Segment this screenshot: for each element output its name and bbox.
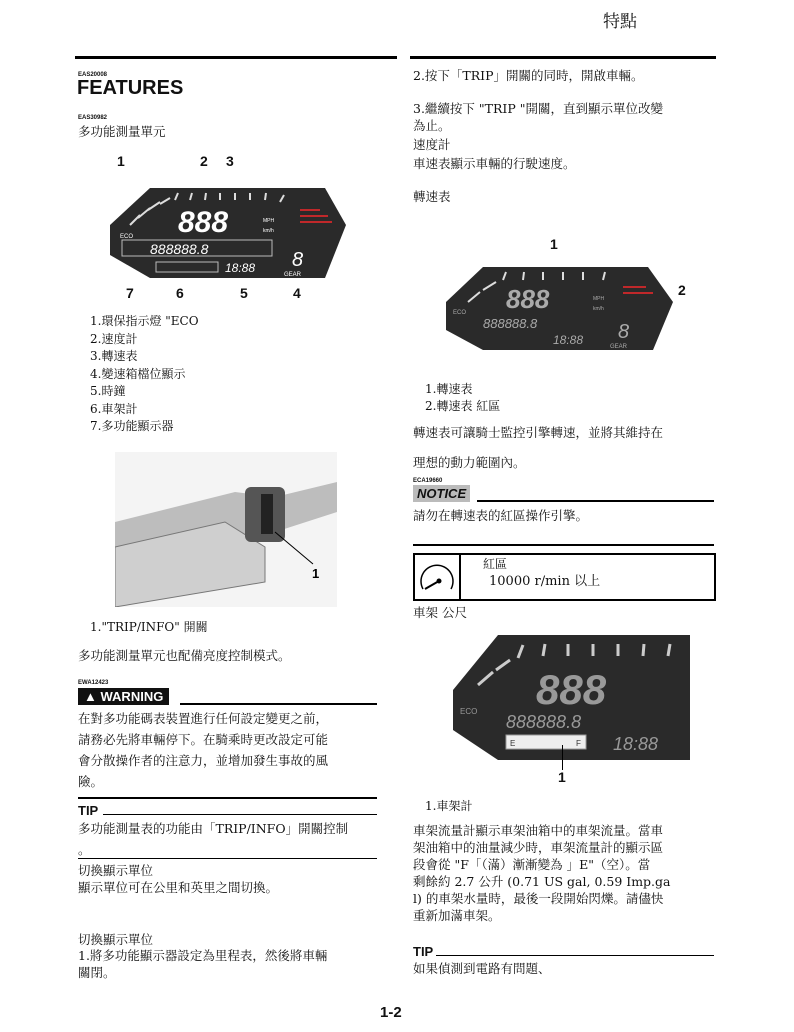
fuel-f-label: F xyxy=(576,739,581,748)
tip-text-right: 如果偵測到電路有問題、 xyxy=(413,961,551,976)
notice-end-rule xyxy=(413,544,714,546)
odometer-digits: 888888.8 xyxy=(506,712,582,732)
dashboard-illustration xyxy=(448,630,690,765)
page-title: FEATURES xyxy=(77,77,184,99)
figure1-legend xyxy=(90,313,199,436)
dashboard-illustration xyxy=(100,180,350,285)
warning-line: 險。 xyxy=(78,774,104,789)
callout: 4 xyxy=(293,285,301,301)
tacho-heading: 轉速表 xyxy=(413,189,451,204)
legend-item: 2.速度計 xyxy=(90,331,138,346)
warning-line: 請務必先將車輛停下。在騎乘時更改設定可能 xyxy=(78,732,329,747)
subsection-title: 多功能測量單元 xyxy=(78,124,166,139)
fuel-body xyxy=(413,822,670,924)
callout: 7 xyxy=(126,285,134,301)
gear-label: GEAR xyxy=(284,272,302,278)
clock-digits: 18:88 xyxy=(553,333,584,347)
unit-heading: 切換顯示單位 xyxy=(78,863,154,878)
callout: 6 xyxy=(176,285,184,301)
figure4-legend: 1.車架計 xyxy=(425,799,473,813)
top-rule-right xyxy=(410,56,716,59)
legend-item: 2.轉速表 紅區 xyxy=(425,399,501,413)
fuel-e-label: E xyxy=(510,739,516,748)
kmh-label: km/h xyxy=(263,228,274,234)
step1 xyxy=(78,947,327,981)
unit-text: 顯示單位可在公里和英里之間切換。 xyxy=(78,880,279,895)
warning-label xyxy=(78,688,169,705)
gear-digit: 8 xyxy=(292,249,304,271)
step-line: 1.將多功能顯示器設定為里程表，然後將車輛 xyxy=(78,948,328,963)
redzone-spec-box xyxy=(413,553,716,601)
fuel-line: 架油箱中的油量減少時，車架流量計的顯示區 xyxy=(413,840,664,855)
speedo-heading: 速度計 xyxy=(413,137,451,152)
tip-body xyxy=(78,818,348,860)
tip-line: 。 xyxy=(78,842,91,857)
warning-text: WARNING xyxy=(100,689,164,704)
warning-line: 在對多功能碼表裝置進行任何設定變更之前， xyxy=(78,711,329,726)
redzone-label: 紅區 xyxy=(483,557,508,571)
mph-label: MPH xyxy=(263,218,275,224)
step-line: 關閉。 xyxy=(78,965,116,980)
tacho-text-2: 理想的動力範圍內。 xyxy=(413,455,526,470)
handlebar-switch-photo xyxy=(115,452,337,607)
gear-label: GEAR xyxy=(610,344,628,350)
speed-digits: 888 xyxy=(536,666,607,713)
warning-code: EWA12423 xyxy=(78,680,109,686)
fuel-line: l) 的車架水量時，最後一段開始閃爍。請儘快 xyxy=(413,891,664,906)
legend-item: 3.轉速表 xyxy=(90,349,138,363)
fuel-heading: 車架 公尺 xyxy=(413,605,467,620)
eco-indicator: ECO xyxy=(453,310,467,316)
legend-item: 5.時鐘 xyxy=(90,384,126,398)
eco-indicator: ECO xyxy=(460,707,478,716)
tip-line: 多功能測量表的功能由「TRIP/INFO」開關控制 xyxy=(78,821,349,836)
legend-item: 1.轉速表 xyxy=(425,382,473,396)
clock-digits: 18:88 xyxy=(613,734,659,754)
callout: 1 xyxy=(550,236,558,252)
clock-digits: 18:88 xyxy=(225,261,256,275)
mph-label: MPH xyxy=(593,296,605,302)
tip-end-rule xyxy=(78,858,377,859)
legend-item: 7.多功能顯示器 xyxy=(90,419,174,433)
unit-heading-2: 切換顯示單位 xyxy=(78,932,154,947)
gear-digit: 8 xyxy=(618,321,630,343)
legend-item: 6.車架計 xyxy=(90,401,138,416)
warning-rule xyxy=(180,703,377,705)
callout: 1 xyxy=(117,153,125,169)
tip-label-right: TIP xyxy=(413,944,434,959)
legend-item: 1.環保指示燈 "ECO xyxy=(90,314,199,328)
warning-line: 會分散操作者的注意力，並增加發生事故的風 xyxy=(78,753,329,768)
dashboard-figure-1 xyxy=(100,150,350,305)
notice-label: NOTICE xyxy=(413,485,470,502)
speed-digits: 888 xyxy=(506,284,550,314)
legend-item: 4.變速箱檔位顯示 xyxy=(90,366,186,381)
top-rule-left xyxy=(75,56,397,59)
step-line: 3.繼續按下 "TRIP "開關，直到顯示單位改變 xyxy=(413,101,663,116)
warning-triangle-icon: ▲ xyxy=(84,689,101,704)
warning-body xyxy=(78,708,328,792)
callout: 1 xyxy=(558,769,566,785)
callout: 1 xyxy=(312,566,320,581)
tip-rule-right xyxy=(436,955,714,956)
eco-indicator: ECO xyxy=(120,234,134,240)
fuel-line: 重新加滿車架。 xyxy=(413,908,501,923)
warning-end-rule xyxy=(78,797,377,799)
figure3-legend xyxy=(425,381,500,415)
fuel-line: 段會從 "F「（滿）漸漸變為 」E"（空）。當 xyxy=(413,857,651,872)
dashboard-figure-tacho xyxy=(438,236,698,361)
step2: 2.按下「TRIP」開關的同時，開啟車輛。 xyxy=(413,68,644,83)
subsection-code: EAS30982 xyxy=(78,115,108,121)
step3 xyxy=(413,100,663,134)
speed-digits: 888 xyxy=(178,206,229,239)
step-line: 為止。 xyxy=(413,118,451,133)
callout: 2 xyxy=(678,282,686,298)
notice-code: ECA19660 xyxy=(413,478,443,484)
fuel-line: 車架流量計顯示車架油箱中的車架流量。當車 xyxy=(413,823,664,838)
dashboard-illustration xyxy=(438,262,678,357)
odometer-digits: 888888.8 xyxy=(483,316,538,331)
notice-rule xyxy=(477,500,714,502)
callout: 2 xyxy=(200,153,208,169)
tip-label: TIP xyxy=(78,803,99,818)
callout: 3 xyxy=(226,153,234,169)
tacho-text-1: 轉速表可讓騎士監控引擎轉速，並將其維持在 xyxy=(413,425,664,440)
odometer-digits: 888888.8 xyxy=(150,241,209,257)
section-code: EAS20008 xyxy=(78,72,108,78)
dashboard-figure-fuel xyxy=(448,630,690,785)
fuel-line: 剩餘約 2.7 公升 (0.71 US gal, 0.59 Imp.ga xyxy=(413,874,671,889)
section-header: 特點 xyxy=(603,12,637,32)
speedo-text: 車速表顯示車輛的行駛速度。 xyxy=(413,156,576,171)
callout: 5 xyxy=(240,285,248,301)
redzone-value: 10000 r/min 以上 xyxy=(489,574,601,589)
figure2-legend: 1."TRIP/INFO" 開關 xyxy=(90,620,208,634)
notice-text: 請勿在轉速表的紅區操作引擎。 xyxy=(413,508,589,523)
tachometer-icon xyxy=(415,555,461,599)
page-number: 1-2 xyxy=(380,1004,402,1021)
kmh-label: km/h xyxy=(593,306,604,312)
brightness-text: 多功能測量單元也配備亮度控制模式。 xyxy=(78,648,291,663)
tip-rule xyxy=(103,814,377,815)
